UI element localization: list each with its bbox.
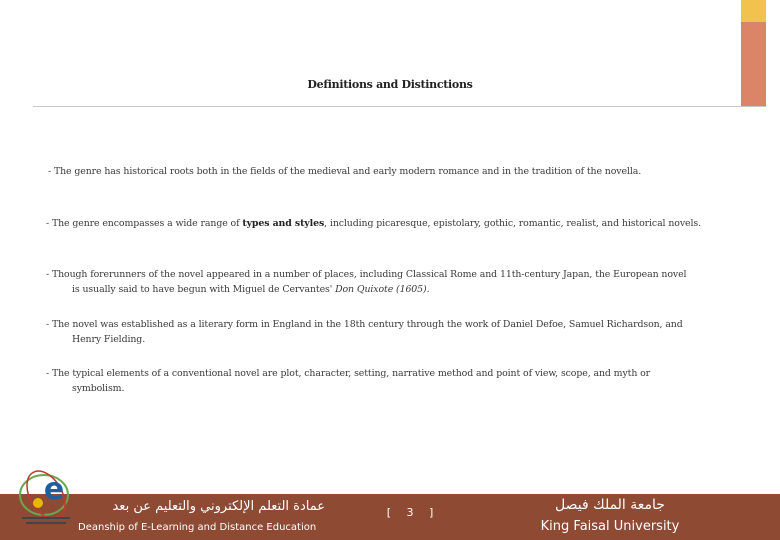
deanship-name-english: Deanship of E-Learning and Distance Education: [78, 522, 317, 533]
slide-title: Definitions and Distinctions: [307, 78, 473, 91]
paragraph-5-line-1: - The typical elements of a conventional novel are plot, character, setting, narrative method and point of view, scope, and myth or: [46, 368, 651, 379]
paragraph-3-line-2-text: is usually said to have begun with Miguel de Cervantes': [72, 284, 336, 295]
paragraph-4-line-2: Henry Fielding.: [72, 334, 146, 345]
paragraph-2-text-start: - The genre encompasses a wide range of: [46, 218, 243, 229]
paragraph-2: [46, 216, 756, 231]
paragraph-4: [46, 317, 746, 347]
accent-bar-yellow: [741, 0, 766, 22]
paragraph-5-line-2: symbolism.: [72, 383, 125, 394]
title-divider: [33, 106, 766, 107]
paragraph-3-book-title: Don Quixote (1605).: [335, 284, 430, 295]
university-name-english: King Faisal University: [540, 519, 680, 534]
page-number: [ 3 ]: [386, 506, 440, 519]
university-logo-icon: [14, 465, 78, 535]
paragraph-1-text: - The genre has historical roots both in the fields of the medieval and early modern romance and in the tradition of the novella.: [48, 166, 642, 177]
paragraph-3-line-2: [46, 282, 746, 297]
paragraph-2-text-end: , including picaresque, epistolary, gothic, romantic, realist, and historical novels.: [324, 218, 701, 229]
paragraph-4-line-1: - The novel was established as a literary form in England in the 18th century through the work of Daniel Defoe, Samuel Richardson, and: [46, 319, 683, 330]
paragraph-3-line-1: - Though forerunners of the novel appeared in a number of places, including Classical Rome and 11th-century Japan, the European novel: [46, 269, 687, 280]
paragraph-5: [46, 366, 746, 396]
deanship-name-arabic: عمادة التعلم الإلكتروني والتعليم عن بعد: [112, 499, 325, 514]
paragraph-2-emphasis: types and styles: [242, 218, 325, 229]
paragraph-3: [46, 267, 746, 297]
accent-bar-orange: [741, 22, 766, 106]
university-name-arabic: جامعة الملك فيصل: [555, 497, 665, 513]
paragraph-1: [48, 164, 748, 179]
logo-letter: e: [43, 472, 65, 507]
